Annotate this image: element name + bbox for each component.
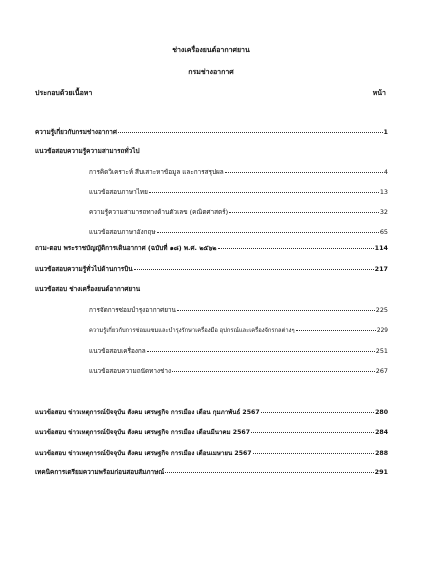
toc-entry-page: 65 [379, 228, 388, 236]
toc-entry-label: แนวข้อสอบภาษาอังกฤษ [89, 228, 156, 236]
toc-entry-label: การจัดการซ่อมบำรุงอากาศยาน [89, 306, 176, 314]
toc-entry-label: แนวข้อสอบความรู้ทั่วไปด้านการบิน [35, 265, 133, 273]
toc-entry-page: 291 [374, 468, 388, 476]
toc-subentry [89, 227, 388, 237]
toc-entry-label: แนวข้อสอบ ข่าวเหตุการณ์ปัจจุบัน สังคม เศรษฐกิจ การเมือง เดือนเมษายน 2567 [35, 450, 252, 457]
toc-entry [35, 448, 388, 458]
dot-leader [218, 248, 374, 249]
toc-entry [35, 127, 388, 137]
toc-entry-page: 229 [376, 328, 388, 334]
toc-entry-label: การคิดวิเคราะห์ สืบเสาะหาข้อมูล และการสรุปผล [89, 168, 224, 176]
dot-leader [253, 453, 374, 454]
toc-entry-page: 217 [374, 265, 388, 273]
toc-entry [35, 243, 388, 253]
dot-leader [225, 172, 383, 173]
toc-entry [35, 407, 388, 417]
dot-leader [261, 412, 374, 413]
toc-entry-page: 114 [374, 244, 388, 252]
page-column-header: หน้า [372, 89, 386, 97]
toc-entry-page: 251 [375, 347, 388, 355]
toc-section-heading [35, 284, 140, 294]
toc-entry-label: แนวข้อสอบ ข่าวเหตุการณ์ปัจจุบัน สังคม เศรษฐกิจ การเมือง เดือน กุมภาพันธ์ 2567 [35, 409, 260, 416]
dot-leader [157, 232, 379, 233]
toc-entry-label: แนวข้อสอบภาษาไทย [89, 188, 148, 196]
document-title: ช่างเครื่องยนต์อากาศยาน [172, 46, 250, 54]
dot-leader [177, 310, 375, 311]
dot-leader [296, 330, 376, 331]
toc-entry [35, 467, 388, 477]
dot-leader [165, 472, 373, 473]
toc-entry-label: ความรู้เกี่ยวกับกรมช่างอากาศ [35, 128, 117, 136]
toc-entry-page: 13 [379, 188, 388, 196]
toc-entry-page: 32 [379, 208, 388, 216]
toc-entry-label: เทคนิคการเตรียมความพร้อมก่อนสอบสัมภาษณ์ [35, 468, 165, 476]
toc-entry-label: ความรู้เกี่ยวกับการซ่อมแซมและบำรุงรักษาเครื่องมือ อุปกรณ์และเครื่องจักรกลต่างๆ [89, 328, 295, 334]
toc-entry-page: 284 [375, 429, 388, 436]
toc-entry-label: แนวข้อสอบ ช่างเครื่องยนต์อากาศยาน [35, 285, 141, 293]
toc-entry-label: แนวข้อสอบความถนัดทางช่าง [89, 367, 172, 375]
toc-entry [35, 427, 388, 437]
toc-section-heading [35, 146, 140, 156]
toc-subentry [89, 207, 388, 217]
toc-entry-label: แนวข้อสอบความรู้ความสามารถทั่วไป [35, 147, 140, 155]
toc-entry-page: 1 [383, 128, 388, 136]
toc-subentry [89, 346, 388, 356]
toc-entry-page: 267 [375, 367, 388, 375]
dot-leader [172, 371, 375, 372]
toc-subentry [89, 325, 388, 335]
dot-leader [134, 269, 374, 270]
toc-entry-page: 280 [375, 409, 388, 416]
dot-leader [149, 192, 379, 193]
dot-leader [147, 351, 375, 352]
toc-entry-label: ถาม-ตอบ พระราชบัญญัติการเดินอากาศ (ฉบับที่ ๑๘) พ.ศ. ๒๕๖๒ [35, 244, 217, 252]
toc-subentry [89, 187, 388, 197]
dot-leader [251, 432, 374, 433]
dot-leader [118, 132, 383, 133]
document-subtitle: กรมช่างอากาศ [188, 68, 234, 76]
toc-entry-page: 225 [375, 306, 388, 314]
contents-header: ประกอบด้วยเนื้อหา [35, 89, 93, 97]
toc-entry-page: 288 [375, 450, 388, 457]
toc-subentry [89, 305, 388, 315]
toc-subentry [89, 167, 388, 177]
toc-entry-label: ความรู้ความสามารถทางด้านตัวเลข (คณิตศาสตร์) [89, 208, 229, 216]
toc-entry-label: แนวข้อสอบเครื่องกล [89, 347, 146, 355]
toc-entry-page: 4 [383, 168, 388, 176]
toc-subentry [89, 366, 388, 376]
toc-entry [35, 264, 388, 274]
toc-entry-label: แนวข้อสอบ ข่าวเหตุการณ์ปัจจุบัน สังคม เศรษฐกิจ การเมือง เดือนมีนาคม 2567 [35, 429, 251, 436]
dot-leader [229, 212, 379, 213]
